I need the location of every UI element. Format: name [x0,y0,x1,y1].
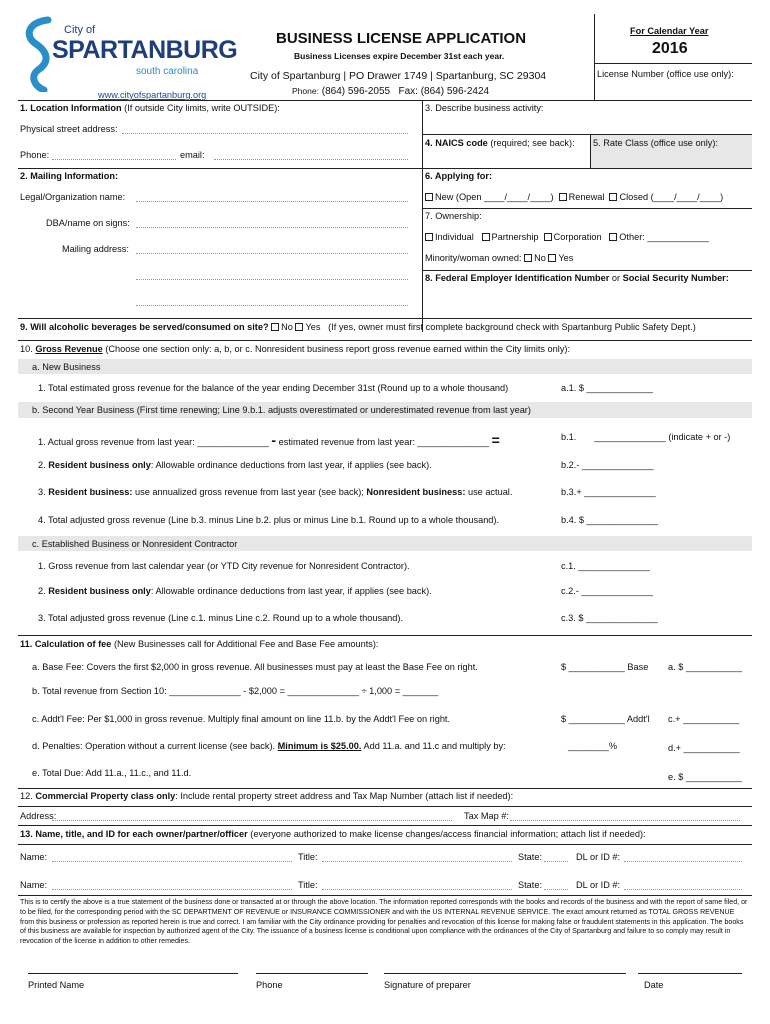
dba-field[interactable] [136,218,408,228]
city-address: City of Spartanburg | PO Drawer 1749 | Spartanburg, SC 29304 [250,70,547,82]
printed-name-label: Printed Name [28,980,85,990]
legal-field[interactable] [136,192,408,202]
s8-title: 8. Federal Employer Identification Number or Social Security Number: [425,273,729,283]
s13-title-field-2[interactable] [322,880,512,890]
s10-b2-field[interactable]: b.2.- ______________ [561,460,654,470]
s10-b1: 1. Actual gross revenue from last year: ______________ - estimated revenue from last year: ______________ = [38,432,500,448]
street-label: Physical street address: [20,124,118,134]
s7-options: Individual Partnership Corporation Other: ____________ [425,232,709,242]
s10-b3-field[interactable]: b.3.+ ______________ [561,487,656,497]
s12-taxmap-label: Tax Map #: [464,811,509,821]
individual-checkbox[interactable] [425,233,433,241]
s10-a1-field[interactable]: a.1. $ _____________ [561,383,653,393]
logo-state: south carolina [136,66,199,77]
s10-b-header: b. Second Year Business (First time renewing; Line 9.b.1. adjusts overestimated or underestimated revenue from last year) [32,405,531,415]
s10-a1: 1. Total estimated gross revenue for the balance of the year ending December 31st (Round up to a whole thousand) [38,383,509,393]
calendar-year: 2016 [652,40,688,57]
s12-address-label: Address: [20,811,57,821]
s2-title: 2. Mailing Information: [20,171,118,181]
s10-c3: 3. Total adjusted gross revenue (Line c.1. minus Line c.2. Round up to a whole thousand). [38,613,404,623]
alcohol-no-checkbox[interactable] [271,323,279,331]
s11-c: c. Addt'l Fee: Per $1,000 in gross revenue. Multiply final amount on line 11.b. by the Addt'l Fee on right. [32,714,451,724]
dba-label: DBA/name on signs: [46,218,130,228]
s11-d-total[interactable]: d.+ ___________ [668,743,740,753]
street-field[interactable] [122,124,408,134]
s10-title: 10. Gross Revenue (Choose one section only: a, b, or c. Nonresident business report gross revenue earned within the City limits only): [20,344,571,354]
minority-yes-checkbox[interactable] [548,254,556,262]
s4-title: 4. NAICS code (required; see back): [425,138,575,148]
mailing-field-1[interactable] [136,244,408,254]
date-line[interactable] [638,964,742,974]
s10-b1-field[interactable]: b.1. ______________ (indicate + or -) [561,432,731,442]
mailing-field-3[interactable] [136,296,408,306]
printed-name-line[interactable] [28,964,238,974]
mailing-label: Mailing address: [62,244,129,254]
s13-title-label-1: Title: [298,852,318,862]
phone-field[interactable] [52,150,176,160]
s12-title: 12. Commercial Property class only: Include rental property street address and Tax Map Number (attach list if needed): [20,791,514,801]
s5-title: 5. Rate Class (office use only): [593,138,718,148]
corporation-checkbox[interactable] [544,233,552,241]
new-checkbox[interactable] [425,193,433,201]
s10-c2: 2. Resident business only: Allowable ordinance deductions from last year, if applies (see back). [38,586,432,596]
s6-options: New (Open ____/____/____) Renewal Closed (____/____/____) [425,192,723,202]
s13-state-label-2: State: [518,880,543,890]
s13-dl-label-1: DL or ID #: [576,852,621,862]
s13-name-field-1[interactable] [52,852,292,862]
s10-b4-field[interactable]: b.4. $ ______________ [561,515,659,525]
partnership-checkbox[interactable] [482,233,490,241]
logo-city-name: SPARTANBURG [52,36,238,64]
s13-name-label-1: Name: [20,852,48,862]
s11-c-addtl[interactable]: $ ___________ Addt'l [561,714,650,724]
certification-text: This is to certify the above is a true statement of the business done or transacted at or through the above location. The information reported corresponds with the books and records of the business and with the report of same filed, or to be filed, for the corresponding period with the SC DEPARTMENT OF REVENUE or INSURANCE COMMISSIONER and with the US INTERNAL REVENUE SERVICE. The exact amount returned as TOTAL GROSS REVENUE from this business or profession as reported herein is true and correct. I am familiar with the City ordinance providing for penalties and revocation of this license for making false or fraudulent statements in this application. The books of this business are available for inspection by authorized agent of the City. The issuance of a business license is conditional upon compliance with the ordinances of the City of Spartanburg and failure to so comply may result in revocation of the license in addition to other remedies. [20,898,748,946]
s11-d: d. Penalties: Operation without a current license (see back). Minimum is $25.00. Add 11.a. and 11.c and multiply by: [32,741,506,751]
s11-a-base[interactable]: $ ___________ Base [561,662,649,672]
legal-label: Legal/Organization name: [20,192,126,202]
s11-b[interactable]: b. Total revenue from Section 10: ______________ - $2,000 = ______________ ÷ 1,000 = _______ [32,686,439,696]
s1-title: 1. Location Information (If outside City limits, write OUTSIDE): [20,103,280,113]
s10-c1-field[interactable]: c.1. ______________ [561,561,650,571]
s7-title: 7. Ownership: [425,211,482,221]
closed-checkbox[interactable] [609,193,617,201]
s13-title-label-2: Title: [298,880,318,890]
s10-a-header: a. New Business [32,362,101,372]
s13-dl-field-1[interactable] [624,852,742,862]
logo-city-of: City of [64,24,96,36]
s13-title-field-1[interactable] [322,852,512,862]
s13-state-field-2[interactable] [544,880,568,890]
date-label: Date [644,980,664,990]
s10-b4: 4. Total adjusted gross revenue (Line b.3. minus Line b.2. plus or minus Line b.1. Round up to a whole thousand). [38,515,500,525]
other-checkbox[interactable] [609,233,617,241]
s12-taxmap-field[interactable] [510,811,740,821]
s13-state-field-1[interactable] [544,852,568,862]
signature-label: Signature of preparer [384,980,471,990]
s10-c2-field[interactable]: c.2.- ______________ [561,586,653,596]
s13-dl-field-2[interactable] [624,880,742,890]
s13-name-field-2[interactable] [52,880,292,890]
s11-e-total[interactable]: e. $ ___________ [668,772,743,782]
s11-c-total[interactable]: c.+ ___________ [668,714,740,724]
phone-line[interactable] [256,964,368,974]
s11-a-total[interactable]: a. $ ___________ [668,662,743,672]
calendar-year-label: For Calendar Year [630,26,709,36]
license-number-label: License Number (office use only): [597,69,734,79]
contact-line: Phone: (864) 596-2055 Fax: (864) 596-2424 [292,86,490,97]
s13-state-label-1: State: [518,852,543,862]
s12-address-field[interactable] [52,811,452,821]
s11-title: 11. Calculation of fee (New Businesses call for Additional Fee and Base Fee amounts): [20,639,379,649]
signature-line[interactable] [384,964,626,974]
s13-name-label-2: Name: [20,880,48,890]
email-label: email: [180,150,205,160]
s10-c-header: c. Established Business or Nonresident Contractor [32,539,238,549]
business-license-form [18,14,752,1010]
s9-row: 9. Will alcoholic beverages be served/consumed on site? No Yes (If yes, owner must first complete background check with Spartanburg Public Safety Dept.) [20,322,696,332]
s6-title: 6. Applying for: [425,171,493,181]
s13-title: 13. Name, title, and ID for each owner/partner/officer (everyone authorized to make license changes/access financial information; attach list if needed): [20,829,646,839]
s11-e: e. Total Due: Add 11.a., 11.c., and 11.d. [32,768,192,778]
renewal-checkbox[interactable] [559,193,567,201]
email-field[interactable] [214,150,408,160]
s3-title: 3. Describe business activity: [425,103,544,113]
page-title: BUSINESS LICENSE APPLICATION [276,30,527,47]
alcohol-yes-checkbox[interactable] [295,323,303,331]
s13-dl-label-2: DL or ID #: [576,880,621,890]
s10-c3-field[interactable]: c.3. $ ______________ [561,613,658,623]
s10-b3: 3. Resident business: use annualized gross revenue from last year (see back); Nonresident business: use actual. [38,487,513,497]
s11-a: a. Base Fee: Covers the first $2,000 in gross revenue. All businesses must pay at least the Base Fee on right. [32,662,478,672]
s10-b2: 2. Resident business only: Allowable ordinance deductions from last year, if applies (see back). [38,460,432,470]
website-link[interactable]: www.cityofspartanburg.org [98,90,207,100]
s11-d-percent[interactable]: ________% [568,741,618,751]
minority-no-checkbox[interactable] [524,254,532,262]
phone-sig-label: Phone [256,980,283,990]
minority-row: Minority/woman owned: No Yes [425,253,574,263]
s10-c1: 1. Gross revenue from last calendar year (or YTD City revenue for Nonresident Contractor). [38,561,410,571]
phone-label: Phone: [20,150,50,160]
mailing-field-2[interactable] [136,270,408,280]
page-subtitle: Business Licenses expire December 31st each year. [294,51,505,61]
